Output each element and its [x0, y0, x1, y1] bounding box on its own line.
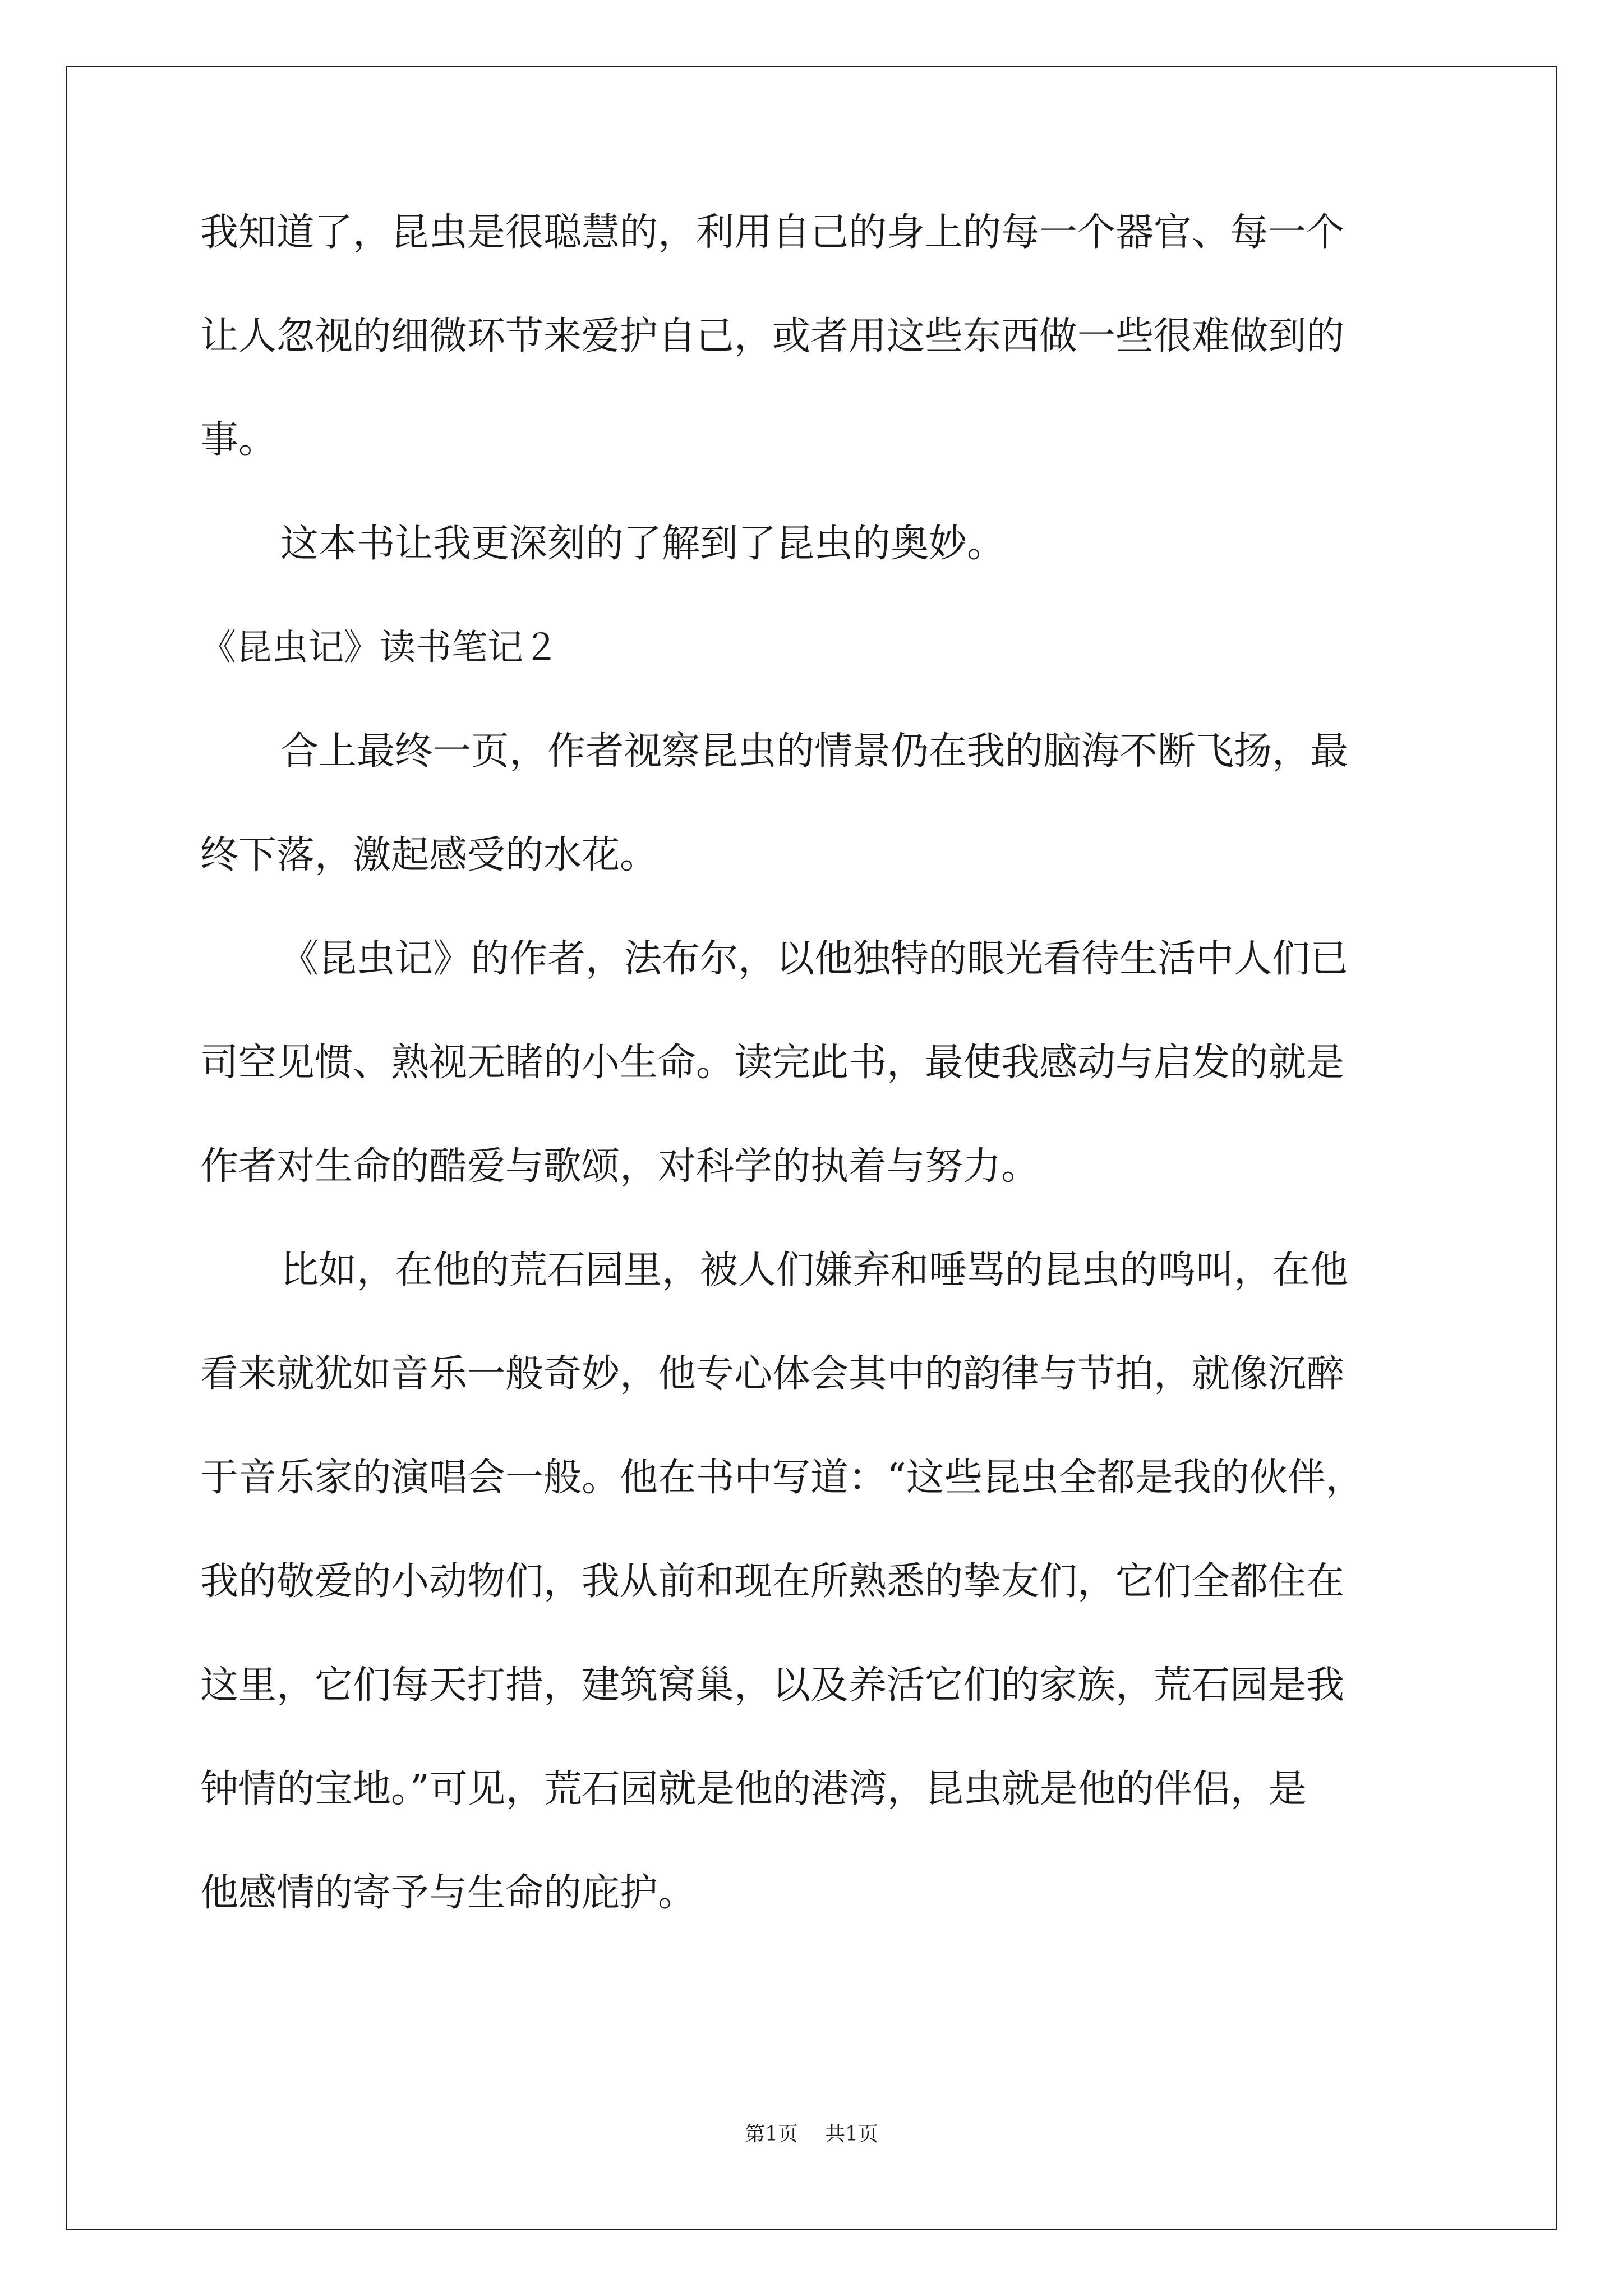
text-line: 作者对生命的酷爱与歌颂，对科学的执着与努力。	[200, 1144, 1040, 1189]
text-line: 钟情的宝地。”可见，荒石园就是他的港湾，昆虫就是他的伴侣，是	[200, 1767, 1307, 1811]
text-line: 这里，它们每天打措，建筑窝巢，以及养活它们的家族，荒石园是我	[200, 1663, 1345, 1708]
text-line: 司空见惯、熟视无睹的小生命。读完此书，最使我感动与启发的就是	[200, 1041, 1345, 1085]
page-number: 第1页	[745, 2123, 798, 2146]
text-line: 终下落，激起感受的水花。	[200, 833, 658, 877]
text-line: 我的敬爱的小动物们，我从前和现在所熟悉的挚友们，它们全都住在	[200, 1559, 1345, 1604]
text-line: 于音乐家的演唱会一般。他在书中写道：“这些昆虫全都是我的伙伴，	[200, 1456, 1364, 1500]
text-line: 看来就犹如音乐一般奇妙，他专心体会其中的韵律与节拍，就像沉醉	[200, 1352, 1345, 1396]
text-line: 事。	[200, 418, 277, 462]
text-line: 这本书让我更深刻的了解到了昆虫的奥妙。	[280, 522, 1006, 566]
text-line: 他感情的寄予与生命的庇护。	[200, 1871, 697, 1915]
text-line: 我知道了，昆虫是很聪慧的，利用自己的身上的每一个器官、每一个	[200, 210, 1345, 255]
text-line: 比如，在他的荒石园里，被人们嫌弃和唾骂的昆虫的鸣叫，在他	[280, 1248, 1349, 1292]
text-line: 让人忽视的细微环节来爱护自己，或者用这些东西做一些很难做到的	[200, 314, 1345, 358]
section-heading: 《昆虫记》读书笔记２	[200, 627, 559, 669]
page-footer	[0, 2120, 1623, 2148]
text-line: 合上最终一页，作者视察昆虫的情景仍在我的脑海不断飞扬，最	[280, 729, 1349, 774]
text-line: 《昆虫记》的作者，法布尔，以他独特的眼光看待生活中人们已	[280, 937, 1349, 981]
page-total: 共1页	[825, 2123, 878, 2146]
